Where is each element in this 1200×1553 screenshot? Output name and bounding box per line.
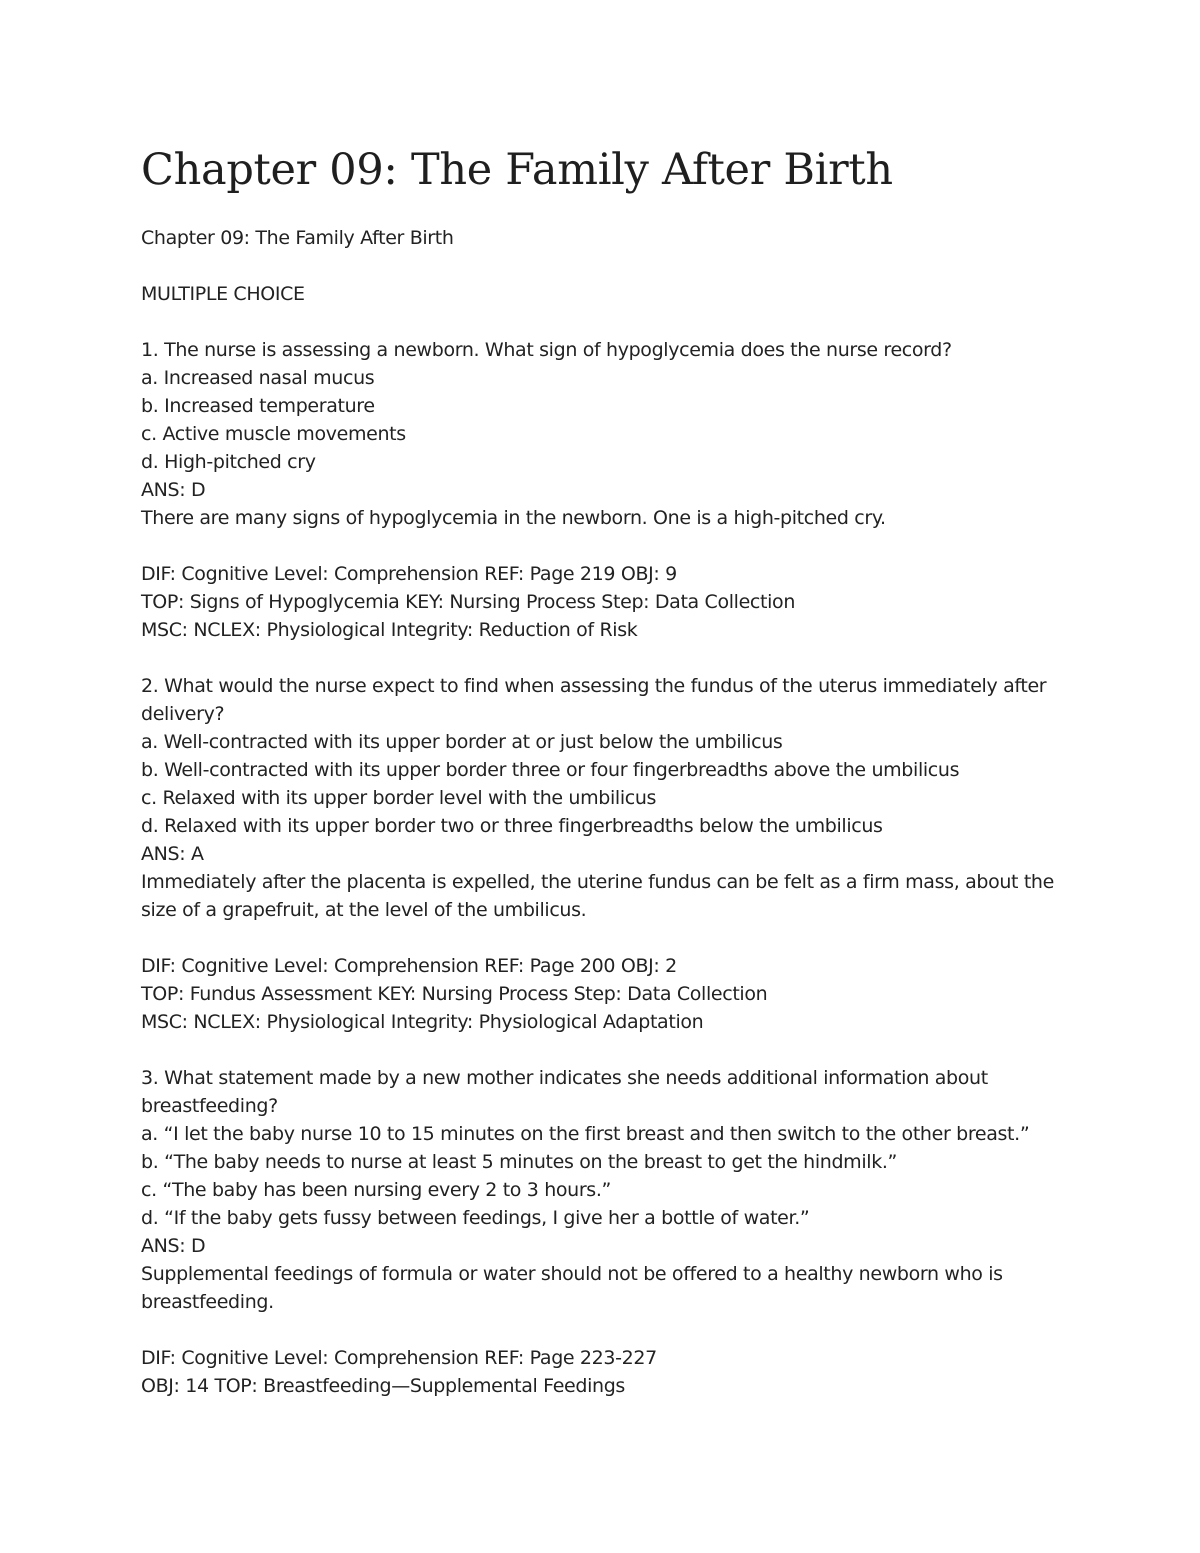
answer-key: ANS: D bbox=[141, 479, 206, 501]
rationale: Immediately after the placenta is expelled, the uterine fundus can be felt as a firm mass, about the size of a grapefruit, at the level of the umbilicus. bbox=[141, 871, 1054, 921]
question-stem: 2. What would the nurse expect to find when assessing the fundus of the uterus immediately after delivery? bbox=[141, 675, 1047, 725]
metadata-line: TOP: Signs of Hypoglycemia KEY: Nursing Process Step: Data Collection bbox=[141, 591, 796, 613]
question-1 bbox=[141, 336, 1071, 644]
metadata-line: OBJ: 14 TOP: Breastfeeding—Supplemental Feedings bbox=[141, 1375, 625, 1397]
question-metadata bbox=[141, 952, 1071, 1036]
metadata-line: DIF: Cognitive Level: Comprehension REF: Page 200 OBJ: 2 bbox=[141, 955, 677, 977]
question-3 bbox=[141, 1064, 1071, 1400]
answer-option: a. “I let the baby nurse 10 to 15 minutes on the first breast and then switch to the other breast.” bbox=[141, 1123, 1030, 1145]
metadata-line: MSC: NCLEX: Physiological Integrity: Physiological Adaptation bbox=[141, 1011, 704, 1033]
metadata-line: DIF: Cognitive Level: Comprehension REF: Page 219 OBJ: 9 bbox=[141, 563, 677, 585]
section-label: MULTIPLE CHOICE bbox=[141, 283, 305, 305]
question-metadata bbox=[141, 1344, 1071, 1400]
answer-option: b. “The baby needs to nurse at least 5 minutes on the breast to get the hindmilk.” bbox=[141, 1151, 898, 1173]
answer-key: ANS: D bbox=[141, 1235, 206, 1257]
answer-option: a. Increased nasal mucus bbox=[141, 367, 375, 389]
rationale: There are many signs of hypoglycemia in the newborn. One is a high-pitched cry. bbox=[141, 507, 886, 529]
answer-option: c. Relaxed with its upper border level with the umbilicus bbox=[141, 787, 657, 809]
question-metadata bbox=[141, 560, 1071, 644]
question-stem: 1. The nurse is assessing a newborn. What sign of hypoglycemia does the nurse record? bbox=[141, 339, 952, 361]
metadata-line: MSC: NCLEX: Physiological Integrity: Reduction of Risk bbox=[141, 619, 638, 641]
answer-option: d. “If the baby gets fussy between feedings, I give her a bottle of water.” bbox=[141, 1207, 810, 1229]
question-2 bbox=[141, 672, 1071, 1036]
answer-option: c. Active muscle movements bbox=[141, 423, 406, 445]
answer-option: b. Well-contracted with its upper border three or four fingerbreadths above the umbilicus bbox=[141, 759, 960, 781]
answer-option: c. “The baby has been nursing every 2 to 3 hours.” bbox=[141, 1179, 612, 1201]
metadata-line: TOP: Fundus Assessment KEY: Nursing Process Step: Data Collection bbox=[141, 983, 768, 1005]
metadata-line: DIF: Cognitive Level: Comprehension REF: Page 223-227 bbox=[141, 1347, 657, 1369]
answer-option: a. Well-contracted with its upper border at or just below the umbilicus bbox=[141, 731, 783, 753]
question-stem: 3. What statement made by a new mother indicates she needs additional information about breastfeeding? bbox=[141, 1067, 988, 1117]
answer-option: d. Relaxed with its upper border two or three fingerbreadths below the umbilicus bbox=[141, 815, 883, 837]
answer-key: ANS: A bbox=[141, 843, 204, 865]
answer-option: d. High-pitched cry bbox=[141, 451, 316, 473]
document-subtitle: Chapter 09: The Family After Birth bbox=[141, 227, 454, 249]
answer-option: b. Increased temperature bbox=[141, 395, 375, 417]
rationale: Supplemental feedings of formula or water should not be offered to a healthy newborn who is breastfeeding. bbox=[141, 1263, 1003, 1313]
document-title: Chapter 09: The Family After Birth bbox=[141, 145, 893, 195]
document-page bbox=[141, 140, 1071, 1400]
